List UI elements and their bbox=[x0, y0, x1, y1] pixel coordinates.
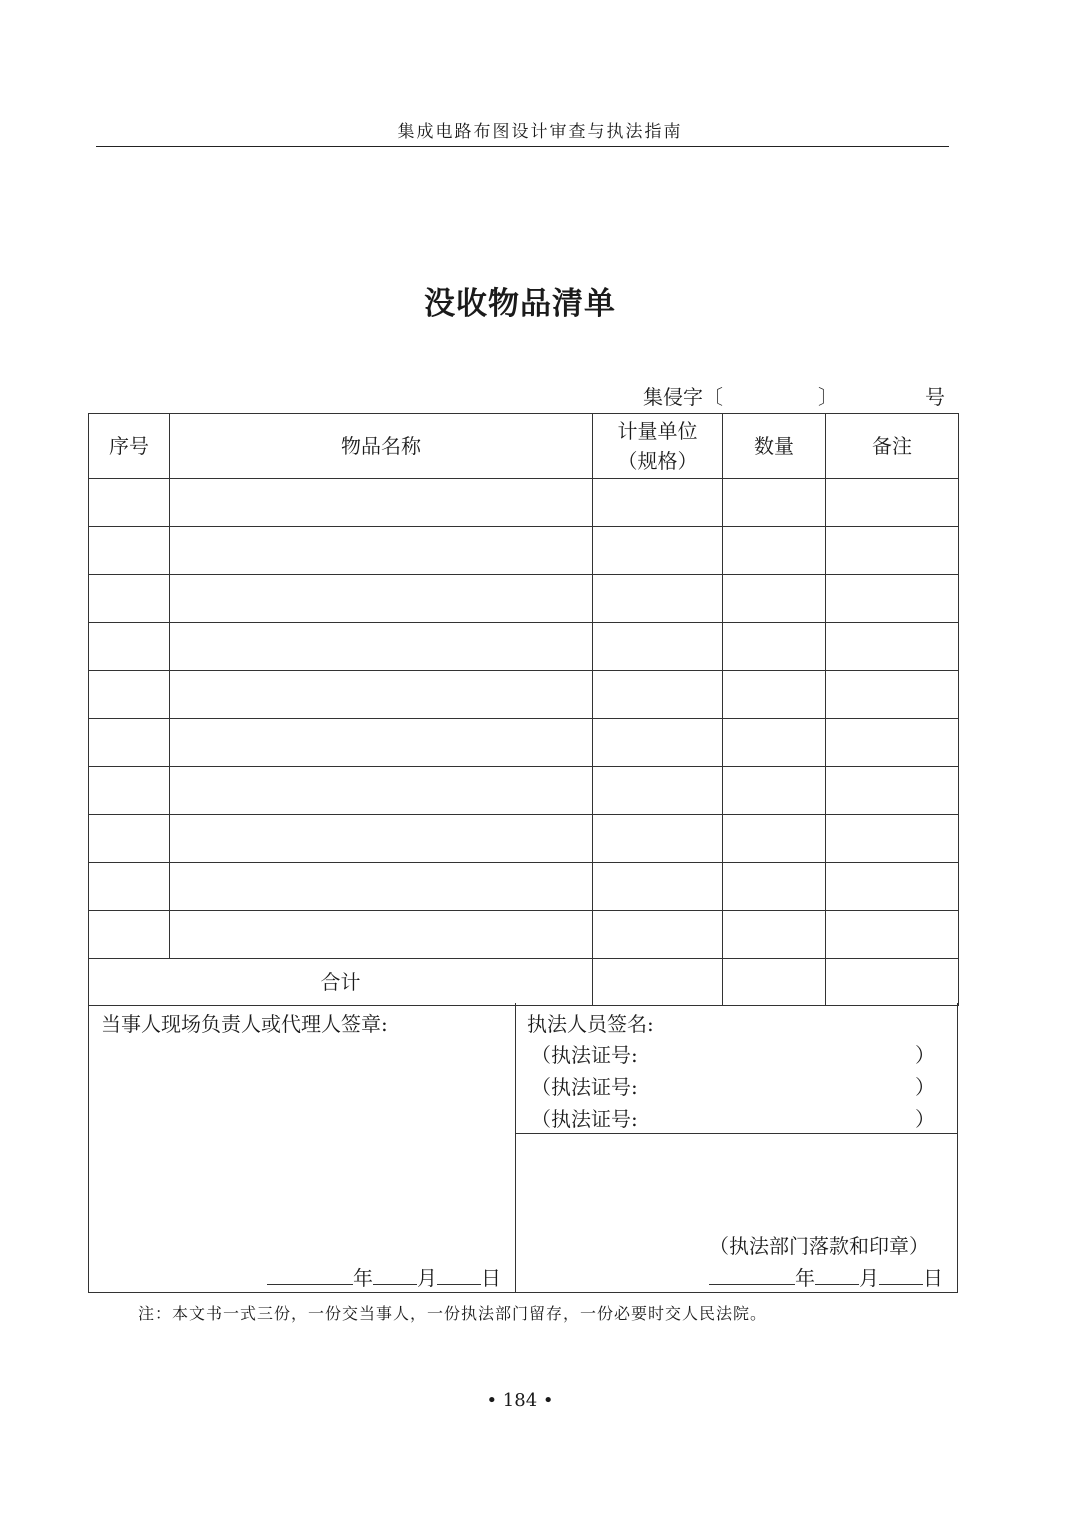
cell-unit[interactable] bbox=[593, 815, 723, 863]
table-row bbox=[89, 767, 959, 815]
cell-quantity[interactable] bbox=[723, 575, 826, 623]
cell-quantity[interactable] bbox=[723, 767, 826, 815]
party-date-year-label: 年 bbox=[353, 1266, 373, 1290]
total-quantity[interactable] bbox=[723, 959, 826, 1006]
signature-section bbox=[88, 1003, 958, 1293]
officer-date-month-label: 月 bbox=[859, 1266, 879, 1290]
cell-remarks[interactable] bbox=[826, 623, 959, 671]
col-header-remarks: 备注 bbox=[826, 414, 959, 479]
running-header: 集成电路布图设计审查与执法指南 bbox=[397, 122, 683, 142]
officer-date-year-label: 年 bbox=[795, 1266, 815, 1290]
cell-serial[interactable] bbox=[89, 863, 170, 911]
cert-number-close-3: ） bbox=[915, 1107, 935, 1131]
cell-unit[interactable] bbox=[593, 671, 723, 719]
cell-remarks[interactable] bbox=[826, 527, 959, 575]
cell-item-name[interactable] bbox=[170, 671, 593, 719]
cell-serial[interactable] bbox=[89, 671, 170, 719]
table-row bbox=[89, 671, 959, 719]
cell-quantity[interactable] bbox=[723, 719, 826, 767]
table-row bbox=[89, 479, 959, 527]
col-header-serial: 序号 bbox=[89, 414, 170, 479]
cell-item-name[interactable] bbox=[170, 527, 593, 575]
cell-unit[interactable] bbox=[593, 575, 723, 623]
table-row bbox=[89, 527, 959, 575]
doc-number-end: 号 bbox=[925, 385, 945, 409]
cert-number-close-2: ） bbox=[915, 1075, 935, 1099]
page-number: • 184 • bbox=[486, 1390, 554, 1411]
cell-remarks[interactable] bbox=[826, 671, 959, 719]
header-rule bbox=[96, 146, 949, 147]
cell-item-name[interactable] bbox=[170, 911, 593, 959]
cell-serial[interactable] bbox=[89, 527, 170, 575]
cell-remarks[interactable] bbox=[826, 575, 959, 623]
cell-remarks[interactable] bbox=[826, 479, 959, 527]
document-title: 没收物品清单 bbox=[424, 286, 616, 322]
officer-date[interactable] bbox=[709, 1264, 943, 1291]
cell-serial[interactable] bbox=[89, 767, 170, 815]
dept-seal-label: （执法部门落款和印章） bbox=[709, 1234, 929, 1258]
total-remarks[interactable] bbox=[826, 959, 959, 1006]
col-header-unit-line1: 计量单位 bbox=[617, 419, 698, 443]
table-header-row bbox=[89, 414, 959, 479]
signature-vertical-divider bbox=[515, 1003, 516, 1292]
col-header-unit bbox=[593, 414, 723, 479]
cell-item-name[interactable] bbox=[170, 719, 593, 767]
cell-remarks[interactable] bbox=[826, 863, 959, 911]
officer-date-month-blank[interactable] bbox=[815, 1264, 859, 1285]
cell-serial[interactable] bbox=[89, 575, 170, 623]
cell-serial[interactable] bbox=[89, 623, 170, 671]
table-row bbox=[89, 911, 959, 959]
cell-serial[interactable] bbox=[89, 719, 170, 767]
cell-item-name[interactable] bbox=[170, 767, 593, 815]
table-row bbox=[89, 575, 959, 623]
table-row bbox=[89, 623, 959, 671]
cell-item-name[interactable] bbox=[170, 863, 593, 911]
doc-number-suffix: 〕 bbox=[818, 385, 838, 409]
total-unit[interactable] bbox=[593, 959, 723, 1006]
cell-unit[interactable] bbox=[593, 719, 723, 767]
cell-unit[interactable] bbox=[593, 479, 723, 527]
cell-unit[interactable] bbox=[593, 911, 723, 959]
table-row bbox=[89, 719, 959, 767]
col-header-item-name: 物品名称 bbox=[170, 414, 593, 479]
cell-unit[interactable] bbox=[593, 863, 723, 911]
officer-signature-label: 执法人员签名: bbox=[527, 1012, 654, 1036]
cell-quantity[interactable] bbox=[723, 479, 826, 527]
party-date[interactable] bbox=[267, 1264, 501, 1291]
cell-unit[interactable] bbox=[593, 623, 723, 671]
cell-unit[interactable] bbox=[593, 767, 723, 815]
party-signature-label: 当事人现场负责人或代理人签章: bbox=[101, 1012, 388, 1036]
col-header-quantity: 数量 bbox=[723, 414, 826, 479]
cell-quantity[interactable] bbox=[723, 671, 826, 719]
cell-remarks[interactable] bbox=[826, 767, 959, 815]
party-date-day-label: 日 bbox=[481, 1266, 501, 1290]
footnote: 注：本文书一式三份，一份交当事人，一份执法部门留存，一份必要时交人民法院。 bbox=[138, 1304, 768, 1323]
cert-number-line-2: （执法证号: bbox=[531, 1075, 638, 1099]
cert-number-line-3: （执法证号: bbox=[531, 1107, 638, 1131]
cell-serial[interactable] bbox=[89, 479, 170, 527]
cell-item-name[interactable] bbox=[170, 479, 593, 527]
doc-number-prefix: 集侵字〔 bbox=[643, 385, 723, 409]
cert-number-line-1: （执法证号: bbox=[531, 1043, 638, 1067]
party-date-year-blank[interactable] bbox=[267, 1264, 353, 1285]
party-date-month-label: 月 bbox=[417, 1266, 437, 1290]
cell-quantity[interactable] bbox=[723, 527, 826, 575]
cell-remarks[interactable] bbox=[826, 815, 959, 863]
signature-horizontal-divider bbox=[515, 1133, 957, 1134]
col-header-unit-line2: （规格） bbox=[617, 449, 698, 473]
cert-number-close-1: ） bbox=[915, 1043, 935, 1067]
cell-quantity[interactable] bbox=[723, 911, 826, 959]
cell-quantity[interactable] bbox=[723, 815, 826, 863]
cell-quantity[interactable] bbox=[723, 623, 826, 671]
total-row bbox=[89, 959, 959, 1006]
officer-date-day-blank[interactable] bbox=[879, 1264, 923, 1285]
officer-date-day-label: 日 bbox=[923, 1266, 943, 1290]
officer-date-year-blank[interactable] bbox=[709, 1264, 795, 1285]
table-row bbox=[89, 815, 959, 863]
cell-serial[interactable] bbox=[89, 911, 170, 959]
table-row bbox=[89, 863, 959, 911]
cell-quantity[interactable] bbox=[723, 863, 826, 911]
cell-remarks[interactable] bbox=[826, 911, 959, 959]
party-date-day-blank[interactable] bbox=[437, 1264, 481, 1285]
confiscation-table bbox=[88, 413, 959, 1006]
total-label: 合计 bbox=[89, 959, 593, 1006]
cell-item-name[interactable] bbox=[170, 623, 593, 671]
party-date-month-blank[interactable] bbox=[373, 1264, 417, 1285]
cell-remarks[interactable] bbox=[826, 719, 959, 767]
cell-unit[interactable] bbox=[593, 527, 723, 575]
cell-item-name[interactable] bbox=[170, 575, 593, 623]
cell-serial[interactable] bbox=[89, 815, 170, 863]
cell-item-name[interactable] bbox=[170, 815, 593, 863]
